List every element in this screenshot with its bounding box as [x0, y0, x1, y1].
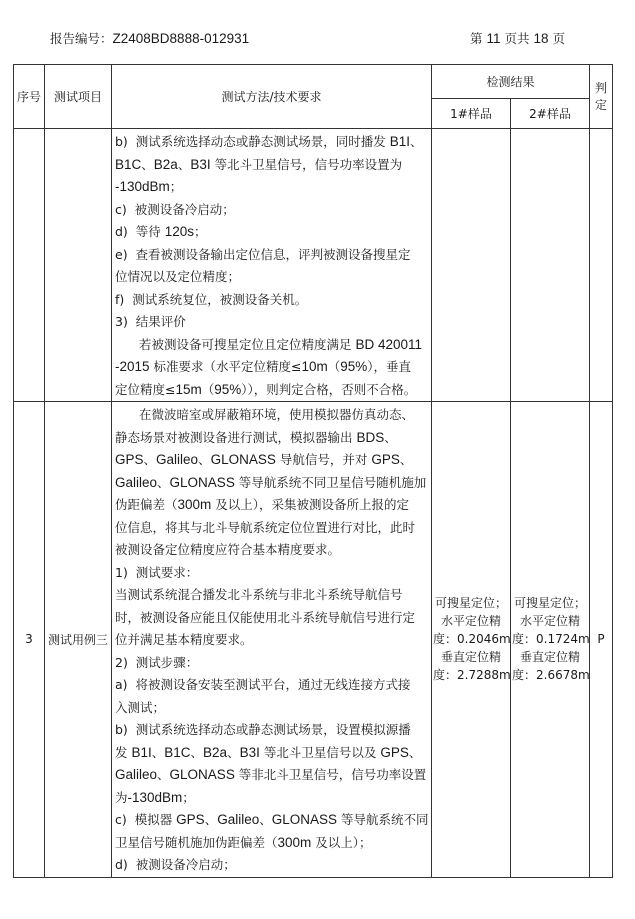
method-line — [115, 539, 428, 562]
method-text: 、 — [143, 452, 157, 467]
page-current: 11 — [486, 31, 501, 46]
method-line — [115, 356, 428, 379]
method-text: -130dBm — [127, 789, 183, 805]
method-text: -130dBm — [115, 179, 170, 194]
method-line — [115, 764, 428, 787]
report-number-value: Z2408BD8888-012931 — [112, 31, 250, 46]
method-text: GLONASS — [271, 812, 338, 827]
verdict-cell-empty — [590, 129, 613, 402]
method-line — [115, 562, 428, 585]
method-text: GLONASS — [210, 452, 276, 467]
method-text: GPS — [115, 452, 144, 467]
header-test-item: 测试项目 — [45, 65, 112, 129]
method-text: 被测设备定位精度应符合基本精度要求。 — [115, 542, 341, 557]
method-line — [115, 334, 428, 357]
method-text: （ — [327, 359, 341, 374]
result-line: 度：2.6678m — [512, 668, 590, 683]
method-line — [115, 221, 428, 244]
method-text: 1) 测试要求： — [115, 564, 199, 580]
method-line — [115, 719, 428, 742]
seq-cell-empty — [14, 129, 45, 402]
method-text: Galileo — [115, 474, 158, 490]
method-text: 等北斗卫星信号，信号功率设置为 — [210, 156, 403, 172]
report-number-label: 报告编号： — [50, 31, 113, 46]
method-line — [115, 472, 428, 495]
method-text: 、 — [198, 452, 211, 467]
method-text: GPS — [371, 452, 400, 467]
method-line — [115, 697, 428, 720]
result1-cell-empty — [432, 129, 511, 402]
method-line — [115, 652, 428, 675]
method-text: ）），则判定合格，否则不合格。 — [241, 381, 417, 397]
method-line — [115, 787, 428, 810]
verdict-cell: P — [590, 402, 613, 878]
method-text: 、 — [410, 134, 423, 149]
method-line — [115, 404, 428, 427]
method-text: 、 — [227, 744, 240, 760]
method-text: B2a — [153, 156, 178, 172]
method-text: 、 — [408, 744, 422, 760]
method-line — [115, 379, 428, 402]
method-text: -2015 — [115, 359, 150, 374]
method-text: d) 等待 — [115, 224, 165, 239]
method-text: BD 420011 — [355, 336, 423, 352]
method-text: 15m — [175, 381, 202, 397]
method-line — [115, 584, 428, 607]
method-text: 、 — [157, 474, 170, 490]
method-line — [115, 809, 428, 832]
method-text: B1C — [115, 156, 142, 172]
method-text: d) 被测设备冷启动； — [115, 857, 236, 872]
method-text: 为 — [115, 789, 128, 805]
method-text: 、 — [151, 744, 165, 760]
method-line — [115, 449, 428, 472]
method-text: GPS — [380, 744, 409, 760]
method-text: B1C — [164, 744, 191, 760]
method-line — [115, 154, 428, 177]
item-cell-empty — [45, 129, 112, 402]
result-line: 垂直定位精 — [520, 650, 581, 665]
result-line: 度：2.7288m — [433, 668, 511, 683]
result-line: 度：0.1724m — [512, 632, 590, 647]
method-text: Galileo — [156, 452, 199, 467]
method-line — [115, 176, 428, 199]
method-line — [115, 131, 428, 154]
method-text: a) 将被测设备安装至测试平台，通过无线连接方式接 — [115, 677, 411, 692]
method-text: f) 测试系统复位，被测设备关机。 — [115, 291, 308, 307]
method-line — [115, 494, 428, 517]
page-indicator — [470, 29, 565, 47]
method-text: 、 — [399, 452, 413, 467]
method-text: 120s — [164, 224, 195, 239]
method-text: 、 — [190, 744, 204, 760]
method-text: 位信息，将其与北斗导航系统定位位置进行对比，此时 — [115, 519, 416, 535]
header-verdict-char1: 判 — [595, 80, 608, 95]
test-item-cell: 测试用例三 — [45, 402, 112, 878]
sample2-result-cell — [511, 402, 590, 878]
method-line — [115, 517, 428, 540]
method-text: GLONASS — [169, 474, 235, 490]
method-text: Galileo — [217, 812, 260, 827]
method-text: 、 — [384, 429, 397, 445]
method-text: 在微波暗室或屏蔽箱环境，使用模拟器仿真动态、 — [139, 407, 415, 422]
method-text: 时，被测设备应能且仅能使用北斗系统导航信号进行定 — [115, 609, 416, 625]
header-verdict-char2: 定 — [595, 97, 608, 112]
method-text: BDS — [356, 429, 385, 445]
method-text: Galileo — [115, 767, 158, 782]
page-suffix: 页 — [552, 31, 566, 46]
method-text: 导航信号，并对 — [275, 452, 372, 467]
method-text: GPS — [176, 812, 205, 827]
result2-cell-empty — [511, 129, 590, 402]
table-row — [14, 129, 613, 402]
method-line — [115, 199, 428, 222]
method-text: 卫星信号随机施加伪距偏差（ — [115, 834, 278, 850]
report-number-header — [50, 29, 249, 47]
page-middle: 页共 — [504, 31, 530, 46]
method-text: 300m — [277, 834, 312, 850]
seq-cell: 3 — [14, 402, 45, 878]
method-line — [115, 742, 428, 765]
page-prefix: 第 — [470, 31, 483, 46]
result-line: 水平定位精 — [520, 614, 581, 629]
method-line — [115, 629, 428, 652]
method-text: 、 — [177, 156, 191, 172]
method-text: 标准要求（水平定位精度≤ — [149, 359, 302, 374]
method-text: （ — [201, 381, 215, 397]
method-text: 发 — [115, 744, 132, 760]
method-text: ； — [182, 789, 195, 805]
method-text: B1I — [389, 134, 410, 149]
method-text: 位情况以及定位精度； — [115, 269, 241, 284]
method-line — [115, 289, 428, 312]
method-text: 入测试； — [115, 699, 166, 715]
method-text: 及以上）； — [311, 834, 372, 850]
method-text: B3I — [239, 744, 260, 760]
result-line: 度：0.2046m — [433, 632, 511, 647]
method-text: 等导航系统不同卫星信号随机施加 — [234, 474, 427, 490]
method-text: 伪距偏差（ — [115, 497, 178, 512]
method-line — [115, 674, 428, 697]
method-text: 定位精度≤ — [115, 381, 176, 397]
method-line — [115, 311, 428, 334]
method-text: 10m — [301, 359, 328, 374]
header-sample-2: 2#样品 — [511, 99, 590, 129]
test-results-table — [13, 64, 613, 878]
method-text: 等导航系统不同 — [337, 812, 429, 827]
method-cell — [112, 402, 432, 878]
method-text: ），垂直 — [367, 359, 412, 374]
header-method: 测试方法/技术要求 — [112, 65, 432, 129]
method-text: c) 被测设备冷启动； — [115, 201, 235, 217]
sample1-result-cell — [432, 402, 511, 878]
method-text: 95% — [214, 381, 242, 397]
method-text: 2) 测试步骤： — [115, 654, 199, 670]
method-text: 300m — [177, 497, 212, 512]
method-text: 、 — [141, 156, 154, 172]
method-text: 、 — [157, 767, 170, 782]
method-text: 、 — [259, 812, 272, 827]
method-text: 等北斗卫星信号以及 — [259, 744, 381, 760]
header-sample-1: 1#样品 — [432, 99, 511, 129]
method-text: B3I — [190, 156, 211, 172]
method-text: ； — [169, 179, 183, 194]
method-line — [115, 266, 428, 289]
result-line: 水平定位精 — [440, 614, 501, 629]
method-text: B1I — [131, 744, 152, 760]
header-results: 检测结果 — [432, 65, 590, 99]
method-text: c) 模拟器 — [115, 812, 177, 827]
method-line — [115, 832, 428, 855]
result-line: 可搜星定位； — [514, 596, 587, 611]
header-seq: 序号 — [14, 65, 45, 129]
method-cell — [112, 129, 432, 402]
method-text: 、 — [204, 812, 218, 827]
method-text: 95% — [340, 359, 368, 374]
method-text: e) 查看被测设备输出定位信息，评判被测设备搜星定 — [115, 246, 411, 262]
method-text: 位并满足基本精度要求。 — [115, 632, 253, 647]
method-text: 静态场景对被测设备进行测试，模拟器输出 — [115, 429, 357, 445]
method-text: 若被测设备可搜星定位且定位精度满足 — [139, 336, 356, 352]
method-line — [115, 854, 428, 877]
table-row — [14, 402, 613, 878]
header-verdict — [590, 65, 613, 129]
method-text: 当测试系统混合播发北斗系统与非北斗系统导航信号 — [115, 587, 403, 602]
method-text: B2a — [203, 744, 228, 760]
method-line — [115, 244, 428, 267]
table-header-row — [14, 65, 613, 99]
result-line: 垂直定位精 — [440, 650, 501, 665]
method-text: 等非北斗卫星信号，信号功率设置 — [234, 767, 427, 782]
method-line — [115, 607, 428, 630]
method-text: b) 测试系统选择动态或静态测试场景，同时播发 — [115, 134, 390, 149]
method-text: ； — [194, 224, 207, 239]
result-line: 可搜星定位； — [434, 596, 507, 611]
method-text: GLONASS — [169, 767, 235, 782]
method-text: 及以上），采集被测设备所上报的定 — [211, 497, 410, 512]
method-text: b) 测试系统选择动态或静态测试场景，设置模拟源播 — [115, 722, 411, 737]
page-total: 18 — [533, 31, 549, 46]
method-text: 3) 结果评价 — [115, 314, 186, 329]
method-line — [115, 427, 428, 450]
